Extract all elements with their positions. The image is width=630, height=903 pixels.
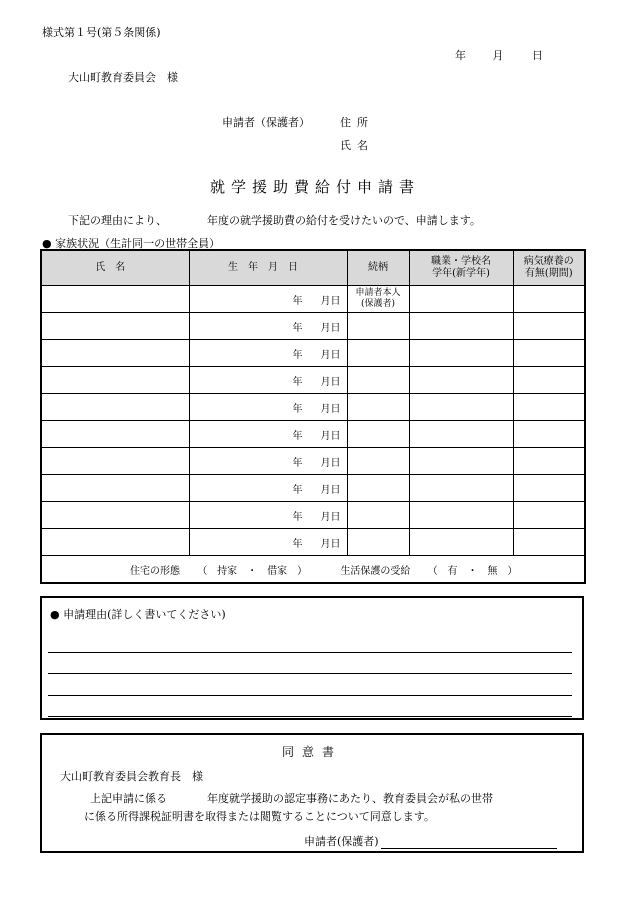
consent-addressee: 大山町教育委員会教育長 様	[60, 770, 203, 783]
table-row	[41, 475, 585, 502]
dob-year-unit: 年	[292, 295, 303, 307]
table-row	[41, 394, 585, 421]
date-day: 日	[532, 49, 543, 62]
intro-part1: 下記の理由により、	[68, 214, 167, 227]
member-dob-cell[interactable]	[189, 367, 347, 394]
reason-line[interactable]	[48, 652, 572, 653]
member-illness-cell[interactable]	[513, 448, 585, 475]
dob-day-unit: 日	[330, 538, 341, 550]
dob-day-unit: 日	[330, 376, 341, 388]
col-occupation-line2: 学年(新学年)	[432, 268, 490, 279]
member-name-cell[interactable]	[41, 313, 189, 340]
dob-year-unit: 年	[292, 349, 303, 361]
member-occupation-cell[interactable]	[409, 286, 513, 313]
dob-day-unit: 日	[330, 430, 341, 442]
member-illness-cell[interactable]	[513, 286, 585, 313]
member-dob-cell[interactable]	[189, 286, 347, 313]
table-row	[41, 421, 585, 448]
member-name-cell[interactable]	[41, 340, 189, 367]
member-occupation-cell[interactable]	[409, 475, 513, 502]
member-occupation-cell[interactable]	[409, 313, 513, 340]
consent-title: 同意書	[281, 745, 342, 759]
dob-month-unit: 月	[320, 349, 331, 361]
member-occupation-cell[interactable]	[409, 367, 513, 394]
reason-box	[40, 596, 584, 720]
reason-line[interactable]	[48, 673, 572, 674]
dob-year-unit: 年	[292, 538, 303, 550]
member-relation-cell[interactable]	[347, 286, 409, 313]
dob-year-unit: 年	[292, 484, 303, 496]
col-illness-line1: 病気療養の	[523, 256, 574, 267]
member-dob-cell[interactable]	[189, 421, 347, 448]
member-name-cell[interactable]	[41, 448, 189, 475]
col-illness	[513, 250, 585, 286]
member-dob-cell[interactable]	[189, 340, 347, 367]
member-relation-cell[interactable]	[347, 502, 409, 529]
member-illness-cell[interactable]	[513, 502, 585, 529]
dob-month-unit: 月	[320, 538, 331, 550]
relation-self-line1: 申請者本人	[355, 288, 401, 298]
member-name-cell[interactable]	[41, 394, 189, 421]
col-occupation-line1: 職業・学校名	[431, 256, 491, 267]
table-row	[41, 367, 585, 394]
member-relation-cell[interactable]	[347, 367, 409, 394]
member-dob-cell[interactable]	[189, 313, 347, 340]
member-relation-cell[interactable]	[347, 448, 409, 475]
dob-month-unit: 月	[320, 295, 331, 307]
signature-label: 申請者(保護者)	[304, 835, 379, 848]
dob-day-unit: 日	[330, 457, 341, 469]
dob-day-unit: 日	[330, 322, 341, 334]
member-relation-cell[interactable]	[347, 529, 409, 556]
reason-title: ● 申請理由(詳しく書いてください)	[50, 608, 226, 621]
member-dob-cell[interactable]	[189, 394, 347, 421]
dob-day-unit: 日	[330, 349, 341, 361]
dob-month-unit: 月	[320, 322, 331, 334]
table-row	[41, 340, 585, 367]
dob-month-unit: 月	[320, 457, 331, 469]
reason-line[interactable]	[48, 716, 572, 717]
member-relation-cell[interactable]	[347, 475, 409, 502]
member-name-cell[interactable]	[41, 286, 189, 313]
dob-month-unit: 月	[320, 430, 331, 442]
member-illness-cell[interactable]	[513, 394, 585, 421]
member-illness-cell[interactable]	[513, 313, 585, 340]
member-illness-cell[interactable]	[513, 421, 585, 448]
col-relation: 続柄	[347, 250, 409, 286]
dob-year-unit: 年	[292, 322, 303, 334]
dob-month-unit: 月	[320, 376, 331, 388]
table-row	[41, 529, 585, 556]
consent-body1-part2: 年度就学援助の認定事務にあたり、教育委員会が私の世帯	[207, 792, 493, 805]
member-dob-cell[interactable]	[189, 529, 347, 556]
member-occupation-cell[interactable]	[409, 502, 513, 529]
dob-month-unit: 月	[320, 484, 331, 496]
applicant-label: 申請者（保護者）	[222, 116, 310, 129]
address-label: 住所	[340, 116, 374, 129]
name-label: 氏名	[340, 139, 374, 152]
form-id: 様式第１号(第５条関係)	[42, 26, 161, 39]
consent-signature	[304, 833, 557, 849]
family-heading: ● 家族状況（生計同一の世帯全員）	[42, 237, 221, 250]
member-occupation-cell[interactable]	[409, 394, 513, 421]
col-dob: 生年月日	[189, 250, 347, 286]
dob-year-unit: 年	[292, 457, 303, 469]
date-year: 年	[455, 49, 466, 62]
col-name: 氏名	[41, 250, 189, 286]
dob-day-unit: 日	[330, 484, 341, 496]
member-relation-cell[interactable]	[347, 313, 409, 340]
dob-year-unit: 年	[292, 430, 303, 442]
member-dob-cell[interactable]	[189, 475, 347, 502]
dob-day-unit: 日	[330, 511, 341, 523]
col-occupation	[409, 250, 513, 286]
dob-month-unit: 月	[320, 511, 331, 523]
reason-line[interactable]	[48, 695, 572, 696]
consent-body-line1	[90, 790, 493, 806]
member-relation-cell[interactable]	[347, 421, 409, 448]
housing-options[interactable]: （ 持家 ・ 借家 ）	[197, 565, 308, 577]
addressee: 大山町教育委員会 様	[68, 71, 178, 84]
consent-body-line2: に係る所得課税証明書を取得または閲覧することについて同意します。	[84, 810, 435, 823]
dob-year-unit: 年	[292, 403, 303, 415]
dob-day-unit: 日	[330, 403, 341, 415]
consent-box	[40, 733, 584, 853]
table-row	[41, 286, 585, 313]
family-table-header	[41, 250, 585, 286]
date-line	[455, 47, 543, 63]
member-name-cell[interactable]	[41, 475, 189, 502]
dob-year-unit: 年	[292, 376, 303, 388]
date-month: 月	[492, 49, 504, 62]
welfare-options[interactable]: （ 有 ・ 無 ）	[427, 565, 518, 577]
consent-body1-part1: 上記申請に係る	[90, 792, 167, 805]
col-illness-line2: 有無(期間)	[524, 268, 573, 279]
table-row	[41, 313, 585, 340]
dob-month-unit: 月	[320, 403, 331, 415]
member-relation-cell[interactable]	[347, 394, 409, 421]
member-name-cell[interactable]	[41, 421, 189, 448]
member-illness-cell[interactable]	[513, 367, 585, 394]
table-row	[41, 448, 585, 475]
member-illness-cell[interactable]	[513, 475, 585, 502]
member-relation-cell[interactable]	[347, 340, 409, 367]
member-illness-cell[interactable]	[513, 529, 585, 556]
signature-line[interactable]	[381, 836, 557, 849]
member-occupation-cell[interactable]	[409, 529, 513, 556]
dob-day-unit: 日	[330, 295, 341, 307]
member-name-cell[interactable]	[41, 367, 189, 394]
family-footer-row	[41, 556, 585, 584]
member-occupation-cell[interactable]	[409, 448, 513, 475]
member-occupation-cell[interactable]	[409, 340, 513, 367]
family-table	[40, 249, 586, 584]
member-name-cell[interactable]	[41, 529, 189, 556]
member-dob-cell[interactable]	[189, 502, 347, 529]
table-row	[41, 502, 585, 529]
page-title: 就学援助費給付申請書	[209, 178, 420, 196]
member-name-cell[interactable]	[41, 502, 189, 529]
intro-part2: 年度の就学援助費の給付を受けたいので、申請します。	[207, 214, 481, 227]
relation-self-line2: (保護者)	[360, 299, 396, 309]
dob-year-unit: 年	[292, 511, 303, 523]
housing-label: 住宅の形態	[130, 565, 180, 577]
family-footer-cell	[41, 556, 585, 584]
member-illness-cell[interactable]	[513, 340, 585, 367]
welfare-label: 生活保護の受給	[340, 565, 411, 577]
member-dob-cell[interactable]	[189, 448, 347, 475]
intro-text	[68, 212, 481, 228]
member-occupation-cell[interactable]	[409, 421, 513, 448]
